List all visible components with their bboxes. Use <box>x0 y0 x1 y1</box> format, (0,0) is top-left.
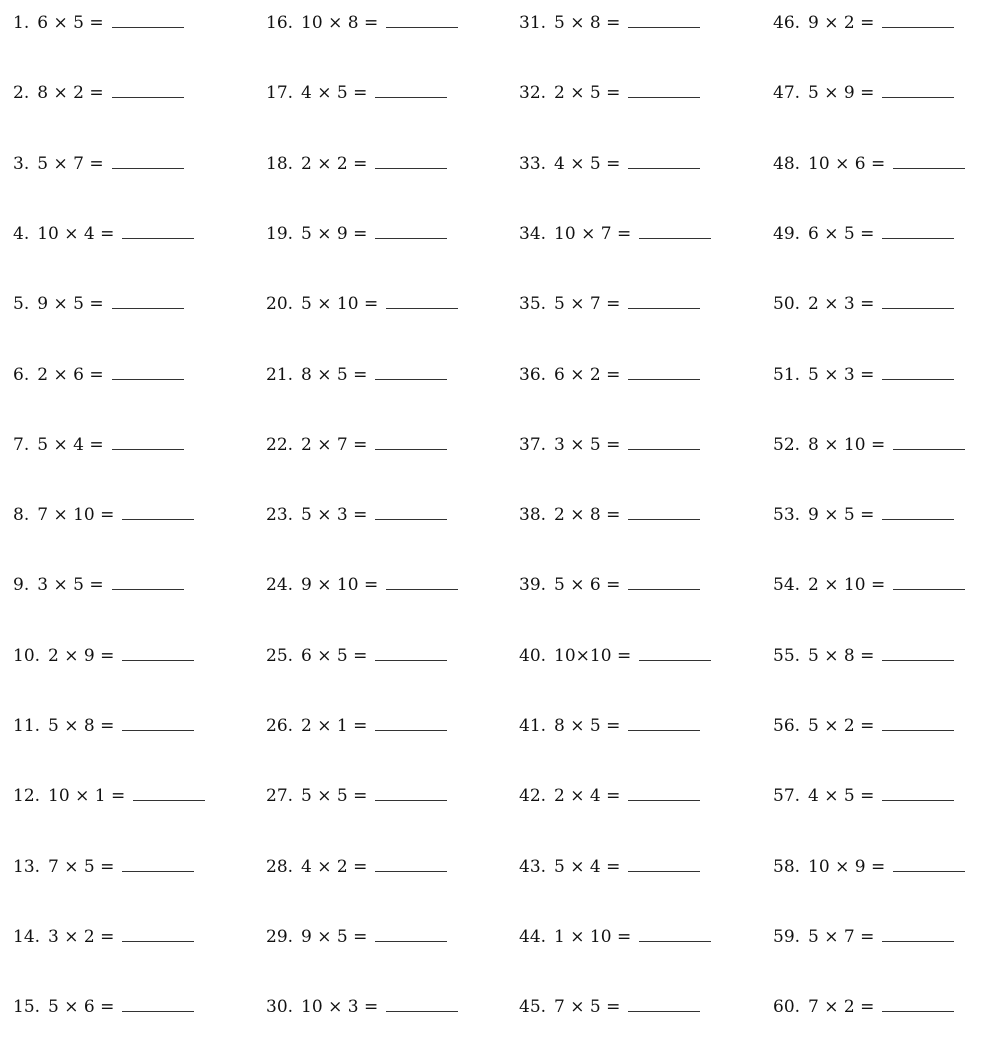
problem-expression: 5 × 6 = <box>554 575 621 596</box>
problem-number: 19. <box>266 223 294 244</box>
answer-blank[interactable] <box>375 83 447 98</box>
problem-expression: 4 × 5 = <box>808 786 875 807</box>
problem-item <box>266 644 447 668</box>
problem-item <box>519 644 711 668</box>
problem-item <box>519 784 700 808</box>
problem-expression: 5 × 9 = <box>808 83 875 104</box>
problem-item <box>773 784 954 808</box>
answer-blank[interactable] <box>882 646 954 661</box>
problem-item <box>13 784 205 808</box>
problem-item <box>773 152 965 176</box>
answer-blank[interactable] <box>375 365 447 380</box>
problem-item <box>519 433 700 457</box>
problem-item <box>519 363 700 387</box>
problem-expression: 4 × 2 = <box>301 856 368 877</box>
problem-expression: 3 × 2 = <box>48 926 115 947</box>
problem-expression: 2 × 9 = <box>48 645 115 666</box>
problem-expression: 7 × 5 = <box>48 856 115 877</box>
problem-number: 35. <box>519 294 547 315</box>
problem-expression: 10 × 1 = <box>48 786 126 807</box>
problem-number: 22. <box>266 434 294 455</box>
problem-item <box>13 81 184 105</box>
problem-expression: 6 × 5 = <box>37 13 104 33</box>
problem-number: 32. <box>519 83 547 104</box>
problem-expression: 8 × 2 = <box>37 83 104 104</box>
problem-number: 13. <box>13 856 41 877</box>
answer-blank[interactable] <box>882 997 954 1012</box>
problem-item <box>773 573 965 597</box>
answer-blank[interactable] <box>882 927 954 942</box>
problem-item <box>13 433 184 457</box>
problem-expression: 2 × 10 = <box>808 575 886 596</box>
answer-blank[interactable] <box>122 857 194 872</box>
problem-item <box>266 925 447 949</box>
problem-number: 40. <box>519 645 547 666</box>
answer-blank[interactable] <box>882 83 954 98</box>
problem-expression: 8 × 5 = <box>301 364 368 385</box>
answer-blank[interactable] <box>386 575 458 590</box>
problem-expression: 2 × 2 = <box>301 153 368 174</box>
problem-expression: 3 × 5 = <box>37 575 104 596</box>
answer-blank[interactable] <box>112 365 184 380</box>
problem-item <box>519 503 700 527</box>
problem-item <box>13 573 184 597</box>
answer-blank[interactable] <box>882 505 954 520</box>
problem-item <box>266 714 447 738</box>
problem-item <box>773 11 954 35</box>
problem-item <box>519 292 700 316</box>
problem-item <box>13 11 184 35</box>
answer-blank[interactable] <box>375 716 447 731</box>
problem-number: 53. <box>773 505 801 526</box>
problem-item <box>13 292 184 316</box>
answer-blank[interactable] <box>122 224 194 239</box>
answer-blank[interactable] <box>112 13 184 28</box>
problem-number: 39. <box>519 575 547 596</box>
problem-expression: 10 × 4 = <box>37 223 115 244</box>
problem-expression: 5 × 8 = <box>554 13 621 33</box>
answer-blank[interactable] <box>893 857 965 872</box>
answer-blank[interactable] <box>375 224 447 239</box>
problem-number: 52. <box>773 434 801 455</box>
answer-blank[interactable] <box>112 83 184 98</box>
problem-expression: 2 × 7 = <box>301 434 368 455</box>
problem-expression: 9 × 5 = <box>37 294 104 315</box>
answer-blank[interactable] <box>112 154 184 169</box>
answer-blank[interactable] <box>122 646 194 661</box>
problem-item <box>266 855 447 879</box>
answer-blank[interactable] <box>882 365 954 380</box>
problem-number: 38. <box>519 505 547 526</box>
problem-number: 36. <box>519 364 547 385</box>
problem-number: 33. <box>519 153 547 174</box>
problem-number: 2. <box>13 83 30 104</box>
problem-number: 26. <box>266 716 294 736</box>
problem-expression: 7 × 2 = <box>808 997 875 1018</box>
answer-blank[interactable] <box>375 435 447 450</box>
problem-expression: 5 × 7 = <box>808 926 875 947</box>
answer-blank[interactable] <box>122 997 194 1012</box>
problem-number: 21. <box>266 364 294 385</box>
problem-expression: 2 × 3 = <box>808 294 875 315</box>
problem-number: 54. <box>773 575 801 596</box>
answer-blank[interactable] <box>628 435 700 450</box>
problem-number: 10. <box>13 645 41 666</box>
problem-item <box>773 925 954 949</box>
answer-blank[interactable] <box>628 786 700 801</box>
problem-expression: 10 × 3 = <box>301 997 379 1018</box>
problem-number: 25. <box>266 645 294 666</box>
answer-blank[interactable] <box>882 294 954 309</box>
problem-expression: 5 × 10 = <box>301 294 379 315</box>
answer-blank[interactable] <box>122 716 194 731</box>
problem-item <box>13 503 194 527</box>
problem-number: 18. <box>266 153 294 174</box>
problem-item <box>266 433 447 457</box>
problem-expression: 2 × 5 = <box>554 83 621 104</box>
problem-number: 12. <box>13 786 41 807</box>
problem-expression: 5 × 3 = <box>808 364 875 385</box>
problem-number: 59. <box>773 926 801 947</box>
problem-number: 56. <box>773 716 801 736</box>
problem-expression: 4 × 5 = <box>554 153 621 174</box>
problem-item <box>266 573 458 597</box>
problem-item <box>773 433 965 457</box>
problem-number: 8. <box>13 505 30 526</box>
problem-number: 6. <box>13 364 30 385</box>
problem-item <box>13 714 194 738</box>
answer-blank[interactable] <box>893 435 965 450</box>
answer-blank[interactable] <box>375 857 447 872</box>
problem-expression: 10 × 9 = <box>808 856 886 877</box>
problem-item <box>266 152 447 176</box>
problem-item <box>266 363 447 387</box>
problem-number: 27. <box>266 786 294 807</box>
problem-expression: 9 × 5 = <box>808 505 875 526</box>
problem-item <box>266 292 458 316</box>
problem-item <box>519 152 700 176</box>
problem-expression: 3 × 5 = <box>554 434 621 455</box>
problem-item <box>773 995 954 1019</box>
problem-item <box>519 995 700 1019</box>
answer-blank[interactable] <box>628 716 700 731</box>
problem-item <box>773 222 954 246</box>
answer-blank[interactable] <box>112 435 184 450</box>
problem-number: 20. <box>266 294 294 315</box>
answer-blank[interactable] <box>628 505 700 520</box>
problem-expression: 2 × 4 = <box>554 786 621 807</box>
answer-blank[interactable] <box>375 154 447 169</box>
problem-number: 45. <box>519 997 547 1018</box>
answer-blank[interactable] <box>122 927 194 942</box>
problem-number: 60. <box>773 997 801 1018</box>
answer-blank[interactable] <box>375 786 447 801</box>
answer-blank[interactable] <box>882 13 954 28</box>
problem-expression: 5 × 8 = <box>808 645 875 666</box>
problem-number: 23. <box>266 505 294 526</box>
answer-blank[interactable] <box>628 365 700 380</box>
problem-item <box>773 714 954 738</box>
problem-expression: 2 × 1 = <box>301 716 368 736</box>
problem-number: 9. <box>13 575 30 596</box>
problem-item <box>519 222 711 246</box>
problem-number: 17. <box>266 83 294 104</box>
problem-item <box>773 644 954 668</box>
problem-expression: 6 × 5 = <box>808 223 875 244</box>
problem-number: 5. <box>13 294 30 315</box>
problem-expression: 5 × 8 = <box>48 716 115 736</box>
problem-item <box>266 503 447 527</box>
answer-blank[interactable] <box>893 575 965 590</box>
problem-item <box>773 855 965 879</box>
answer-blank[interactable] <box>639 224 711 239</box>
problem-number: 55. <box>773 645 801 666</box>
problem-number: 47. <box>773 83 801 104</box>
problem-expression: 9 × 2 = <box>808 13 875 33</box>
answer-blank[interactable] <box>882 786 954 801</box>
problem-number: 57. <box>773 786 801 807</box>
problem-number: 3. <box>13 153 30 174</box>
problem-expression: 9 × 5 = <box>301 926 368 947</box>
problem-expression: 5 × 6 = <box>48 997 115 1018</box>
problem-expression: 5 × 7 = <box>554 294 621 315</box>
problem-item <box>266 222 447 246</box>
answer-blank[interactable] <box>639 646 711 661</box>
problem-number: 1. <box>13 13 30 33</box>
problem-number: 50. <box>773 294 801 315</box>
problem-number: 4. <box>13 223 30 244</box>
problem-item <box>773 81 954 105</box>
answer-blank[interactable] <box>628 154 700 169</box>
problem-expression: 8 × 10 = <box>808 434 886 455</box>
answer-blank[interactable] <box>639 927 711 942</box>
problem-expression: 6 × 5 = <box>301 645 368 666</box>
answer-blank[interactable] <box>386 294 458 309</box>
problem-expression: 7 × 5 = <box>554 997 621 1018</box>
answer-blank[interactable] <box>112 294 184 309</box>
problem-item <box>773 503 954 527</box>
problem-number: 16. <box>266 13 294 33</box>
problem-item <box>519 925 711 949</box>
problem-number: 30. <box>266 997 294 1018</box>
problem-item <box>266 11 458 35</box>
problem-expression: 10 × 8 = <box>301 13 379 33</box>
problem-item <box>13 363 184 387</box>
problem-item <box>266 995 458 1019</box>
problem-number: 11. <box>13 716 41 736</box>
problem-expression: 5 × 3 = <box>301 505 368 526</box>
problem-expression: 1 × 10 = <box>554 926 632 947</box>
problem-item <box>13 925 194 949</box>
answer-blank[interactable] <box>112 575 184 590</box>
problem-number: 48. <box>773 153 801 174</box>
answer-blank[interactable] <box>628 294 700 309</box>
problem-expression: 5 × 4 = <box>554 856 621 877</box>
problem-expression: 10 × 6 = <box>808 153 886 174</box>
problem-number: 58. <box>773 856 801 877</box>
problem-item <box>519 855 700 879</box>
problem-expression: 5 × 2 = <box>808 716 875 736</box>
answer-blank[interactable] <box>882 224 954 239</box>
problem-number: 28. <box>266 856 294 877</box>
problem-item <box>519 11 700 35</box>
problem-expression: 10 × 7 = <box>554 223 632 244</box>
problem-item <box>773 292 954 316</box>
problem-item <box>13 152 184 176</box>
answer-blank[interactable] <box>628 13 700 28</box>
problem-item <box>13 644 194 668</box>
answer-blank[interactable] <box>628 575 700 590</box>
problem-number: 29. <box>266 926 294 947</box>
problem-expression: 5 × 5 = <box>301 786 368 807</box>
problem-number: 42. <box>519 786 547 807</box>
problem-number: 41. <box>519 716 547 736</box>
problem-expression: 5 × 7 = <box>37 153 104 174</box>
problem-item <box>266 81 447 105</box>
problem-item <box>266 784 447 808</box>
problem-item <box>13 995 194 1019</box>
answer-blank[interactable] <box>375 646 447 661</box>
problem-item <box>519 81 700 105</box>
answer-blank[interactable] <box>628 857 700 872</box>
problem-expression: 4 × 5 = <box>301 83 368 104</box>
problem-item <box>773 363 954 387</box>
problem-number: 44. <box>519 926 547 947</box>
problem-number: 51. <box>773 364 801 385</box>
problem-item <box>13 222 194 246</box>
answer-blank[interactable] <box>628 997 700 1012</box>
answer-blank[interactable] <box>133 786 205 801</box>
problem-number: 14. <box>13 926 41 947</box>
problem-expression: 8 × 5 = <box>554 716 621 736</box>
answer-blank[interactable] <box>893 154 965 169</box>
problem-expression: 2 × 8 = <box>554 505 621 526</box>
problem-number: 34. <box>519 223 547 244</box>
problem-item <box>519 714 700 738</box>
problem-expression: 2 × 6 = <box>37 364 104 385</box>
problem-item <box>13 855 194 879</box>
problem-expression: 7 × 10 = <box>37 505 115 526</box>
answer-blank[interactable] <box>386 997 458 1012</box>
problem-expression: 5 × 9 = <box>301 223 368 244</box>
answer-blank[interactable] <box>386 13 458 28</box>
problem-number: 31. <box>519 13 547 33</box>
problem-expression: 5 × 4 = <box>37 434 104 455</box>
answer-blank[interactable] <box>882 716 954 731</box>
problem-item <box>519 573 700 597</box>
problem-number: 49. <box>773 223 801 244</box>
answer-blank[interactable] <box>628 83 700 98</box>
answer-blank[interactable] <box>122 505 194 520</box>
problem-number: 24. <box>266 575 294 596</box>
problem-number: 15. <box>13 997 41 1018</box>
answer-blank[interactable] <box>375 505 447 520</box>
problem-number: 43. <box>519 856 547 877</box>
problem-expression: 9 × 10 = <box>301 575 379 596</box>
problem-number: 7. <box>13 434 30 455</box>
problem-number: 46. <box>773 13 801 33</box>
problem-expression: 10×10 = <box>554 645 632 666</box>
problem-number: 37. <box>519 434 547 455</box>
problem-expression: 6 × 2 = <box>554 364 621 385</box>
answer-blank[interactable] <box>375 927 447 942</box>
